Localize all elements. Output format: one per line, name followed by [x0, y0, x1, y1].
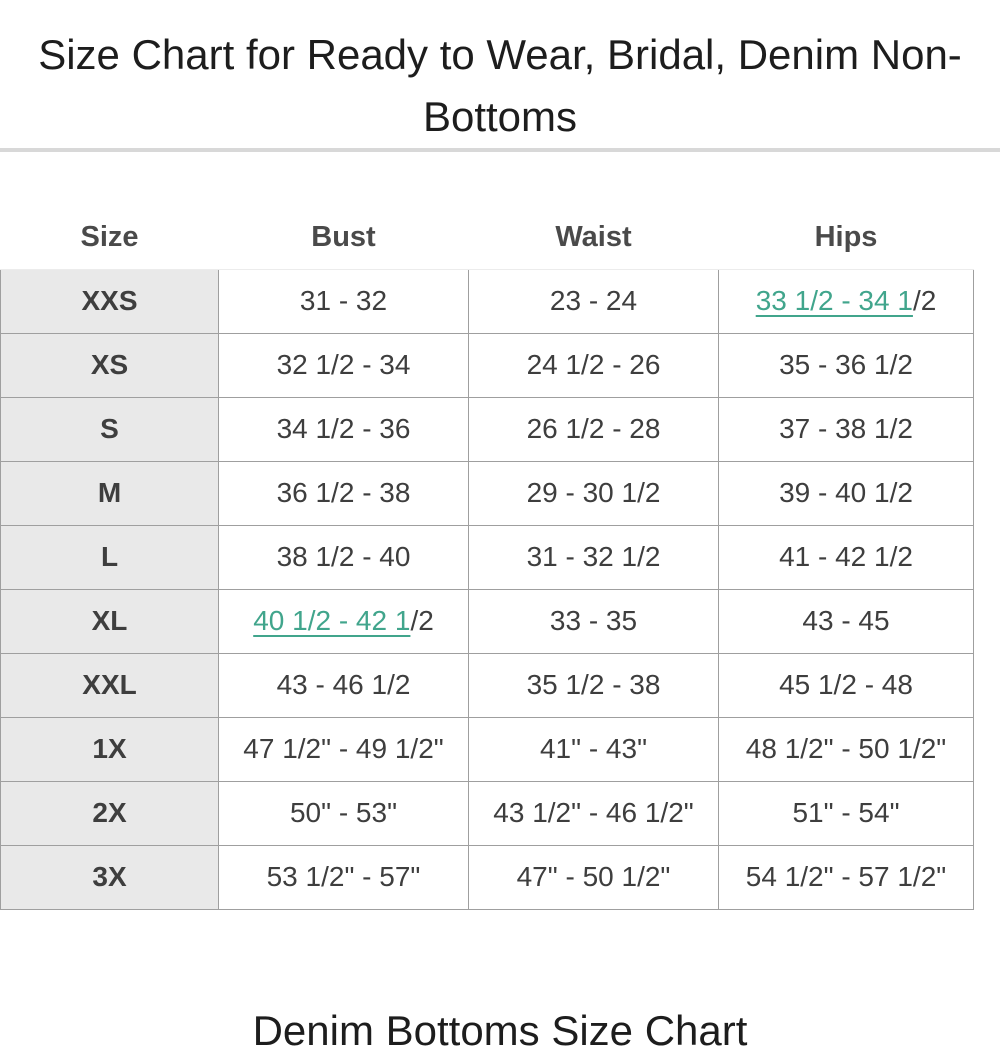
column-header-hips: Hips	[719, 207, 974, 269]
bust-value-suffix: /2	[410, 605, 434, 636]
table-row-xs	[1, 333, 974, 397]
table-row-s	[1, 397, 974, 461]
header-row	[1, 207, 974, 269]
size-label: 1X	[1, 717, 219, 781]
bust-value: 50" - 53"	[219, 781, 469, 845]
bust-value: 47 1/2" - 49 1/2"	[219, 717, 469, 781]
bust-range-link[interactable]: 40 1/2 - 42 1	[253, 605, 411, 636]
hips-value: 39 - 40 1/2	[719, 461, 974, 525]
title-divider	[0, 148, 1000, 152]
bust-value: 36 1/2 - 38	[219, 461, 469, 525]
hips-value: 51" - 54"	[719, 781, 974, 845]
waist-value: 29 - 30 1/2	[469, 461, 719, 525]
table-row-xxs	[1, 269, 974, 333]
hips-value-suffix: /2	[912, 285, 937, 316]
hips-value: 41 - 42 1/2	[719, 525, 974, 589]
size-label: 2X	[1, 781, 219, 845]
page-title-line2: Bottoms	[422, 93, 578, 140]
bust-value: 43 - 46 1/2	[219, 653, 469, 717]
waist-value: 41" - 43"	[469, 717, 719, 781]
waist-value: 31 - 32 1/2	[469, 525, 719, 589]
bust-value	[219, 589, 469, 653]
hips-value: 48 1/2" - 50 1/2"	[719, 717, 974, 781]
table-row-xxl	[1, 653, 974, 717]
page-title	[0, 24, 1000, 148]
size-label: XL	[1, 589, 219, 653]
size-label: XXS	[1, 269, 219, 333]
table-row-3x	[1, 845, 974, 909]
hips-value: 43 - 45	[719, 589, 974, 653]
size-label: 3X	[1, 845, 219, 909]
bust-value: 31 - 32	[219, 269, 469, 333]
size-label: M	[1, 461, 219, 525]
size-label: S	[1, 397, 219, 461]
bust-value: 38 1/2 - 40	[219, 525, 469, 589]
waist-value: 26 1/2 - 28	[469, 397, 719, 461]
waist-value: 33 - 35	[469, 589, 719, 653]
size-label: L	[1, 525, 219, 589]
hips-range-link[interactable]: 33 1/2 - 34 1	[755, 285, 913, 316]
column-header-size: Size	[1, 207, 219, 269]
hips-value: 37 - 38 1/2	[719, 397, 974, 461]
table-row-xl	[1, 589, 974, 653]
waist-value: 23 - 24	[469, 269, 719, 333]
table-row-2x	[1, 781, 974, 845]
size-label: XXL	[1, 653, 219, 717]
hips-value: 35 - 36 1/2	[719, 333, 974, 397]
table-row-m	[1, 461, 974, 525]
column-header-bust: Bust	[219, 207, 469, 269]
table-row-1x	[1, 717, 974, 781]
waist-value: 24 1/2 - 26	[469, 333, 719, 397]
size-chart-table	[0, 207, 974, 910]
page-title-line1: Size Chart for Ready to Wear, Bridal, Denim Non-	[38, 31, 962, 78]
size-label: XS	[1, 333, 219, 397]
bust-value: 34 1/2 - 36	[219, 397, 469, 461]
hips-value: 54 1/2" - 57 1/2"	[719, 845, 974, 909]
next-section-heading: Denim Bottoms Size Chart	[252, 1007, 748, 1054]
bust-value: 32 1/2 - 34	[219, 333, 469, 397]
waist-value: 47" - 50 1/2"	[469, 845, 719, 909]
table-row-l	[1, 525, 974, 589]
column-header-waist: Waist	[469, 207, 719, 269]
waist-value: 35 1/2 - 38	[469, 653, 719, 717]
bust-value: 53 1/2" - 57"	[219, 845, 469, 909]
hips-value	[719, 269, 974, 333]
waist-value: 43 1/2" - 46 1/2"	[469, 781, 719, 845]
hips-value: 45 1/2 - 48	[719, 653, 974, 717]
